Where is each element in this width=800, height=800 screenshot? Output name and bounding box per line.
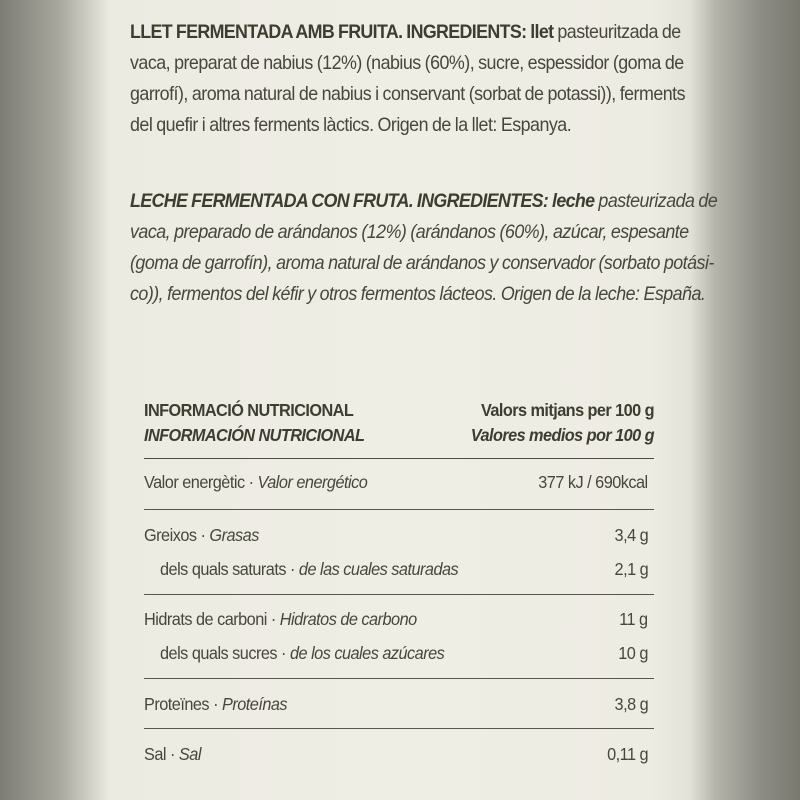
row-label-spanish: Proteínas xyxy=(222,694,288,714)
row-label-spanish: de las cuales saturadas xyxy=(298,559,459,579)
nutrition-group-protein xyxy=(144,679,654,729)
row-label-spanish: Sal xyxy=(178,744,201,764)
label-separator: · xyxy=(196,525,210,545)
row-label-spanish: Hidratos de carbono xyxy=(279,609,417,629)
row-label-spanish: Grasas xyxy=(209,525,259,545)
row-label-catalan: dels quals saturats xyxy=(160,559,286,579)
row-label-catalan: Valor energètic xyxy=(144,472,245,492)
nutrition-group-carbs xyxy=(144,595,654,679)
nutrition-row-energy xyxy=(144,466,654,500)
ingredients-line: vaca, preparado de arándanos (12%) (arándanos (60%), azúcar, espesante xyxy=(130,222,689,243)
ingredients-line xyxy=(130,17,681,48)
label-separator: · xyxy=(285,559,299,579)
row-label-catalan: Greixos xyxy=(144,525,197,545)
row-value: 11 g xyxy=(619,609,648,629)
nutrition-table xyxy=(144,394,654,772)
nutrition-row-saturated xyxy=(144,553,654,587)
label-separator: · xyxy=(209,694,223,714)
ingredients-heading: LECHE FERMENTADA CON FRUTA. INGREDIENTES: leche xyxy=(130,191,595,212)
row-label-catalan: dels quals sucres xyxy=(160,643,278,663)
label-separator: · xyxy=(166,744,179,764)
ingredients-line: co)), fermentos del kéfir y otros fermentos lácteos. Origen de la leche: España. xyxy=(130,284,706,305)
ingredients-catalan xyxy=(130,17,686,141)
nutrition-title-catalan: INFORMACIÓ NUTRICIONAL xyxy=(144,400,354,420)
ingredients-heading: LLET FERMENTADA AMB FRUITA. INGREDIENTS: llet xyxy=(130,22,554,43)
label-separator: · xyxy=(277,643,290,663)
nutrition-row-fat xyxy=(144,519,654,553)
ingredients-line: garrofí), aroma natural de nabius i conservant (sorbat de potassi)), ferments xyxy=(130,84,686,105)
row-value: 2,1 g xyxy=(614,559,648,579)
row-value: 377 kJ / 690kcal xyxy=(538,472,648,492)
nutrition-title-spanish: INFORMACIÓN NUTRICIONAL xyxy=(144,425,365,445)
ingredients-line: (goma de garrofín), aroma natural de arándanos y conservador (sorbato potási- xyxy=(130,253,714,274)
row-label-catalan: Proteïnes xyxy=(144,694,210,714)
row-label-spanish: Valor energético xyxy=(257,472,368,492)
label-separator: · xyxy=(244,472,258,492)
ingredients-line: del quefir i altres ferments làctics. Origen de la llet: Espanya. xyxy=(130,115,572,136)
row-value: 3,8 g xyxy=(614,694,648,714)
ingredients-line: vaca, preparat de nabius (12%) (nabius (60%), sucre, espessidor (goma de xyxy=(130,53,684,74)
nutrition-row-sugars xyxy=(144,637,654,671)
per-100g-catalan: Valors mitjans per 100 g xyxy=(481,400,654,420)
nutrition-table-header xyxy=(144,394,654,459)
row-label-catalan: Hidrats de carboni xyxy=(144,609,267,629)
nutrition-row-salt xyxy=(144,738,654,772)
row-label-spanish: de los cuales azúcares xyxy=(289,643,445,663)
nutrition-row-protein xyxy=(144,688,654,722)
ingredients-text: pasteuritzada de xyxy=(553,22,681,43)
ingredients-text: pasteurizada de xyxy=(594,191,718,212)
ingredients-spanish xyxy=(130,186,718,310)
nutrition-group-energy xyxy=(144,459,654,510)
label-separator: · xyxy=(266,609,280,629)
per-100g-spanish: Valores medios por 100 g xyxy=(470,425,654,445)
product-label xyxy=(108,0,718,800)
nutrition-group-fats xyxy=(144,510,654,595)
nutrition-group-salt xyxy=(144,729,654,772)
row-value: 10 g xyxy=(618,643,648,663)
row-value: 3,4 g xyxy=(614,525,648,545)
row-label-catalan: Sal xyxy=(144,744,167,764)
ingredients-line xyxy=(130,186,718,217)
nutrition-row-carbohydrates xyxy=(144,603,654,637)
row-value: 0,11 g xyxy=(607,744,648,764)
